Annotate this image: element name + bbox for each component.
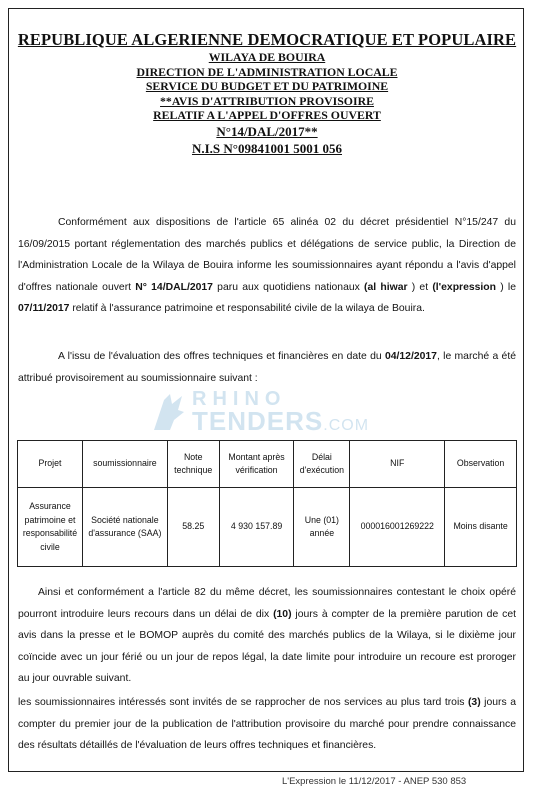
- paragraph-intro: [18, 212, 516, 320]
- paragraph-evaluation: [18, 346, 516, 389]
- watermark-suffix: .COM: [323, 417, 370, 434]
- avis-line: **AVIS D'ATTRIBUTION PROVISOIRE: [160, 93, 374, 108]
- header-note-technique: Note technique: [167, 441, 219, 488]
- bold-span: (al hiwar: [364, 281, 408, 293]
- bold-span: 04/12/2017: [384, 351, 437, 362]
- table-header-row: [18, 441, 517, 488]
- bold-span: (3): [467, 697, 481, 708]
- cell-projet: Assurance patrimoine et responsabilité civile: [18, 488, 83, 567]
- attribution-table: [17, 440, 517, 567]
- republic-title: REPUBLIQUE ALGERIENNE DEMOCRATIQUE ET POPULAIRE: [17, 30, 517, 49]
- cell-observation: Moins disante: [445, 488, 517, 567]
- text-span: paru aux quotidiens nationaux: [212, 281, 365, 293]
- table-row: [18, 488, 517, 567]
- service-line: SERVICE DU BUDGET ET DU PATRIMOINE: [145, 79, 389, 94]
- header-observation: Observation: [445, 441, 517, 488]
- direction-line: DIRECTION DE L'ADMINISTRATION LOCALE: [136, 64, 398, 79]
- cell-delai: Une (01) année: [294, 488, 350, 567]
- publication-footer: L'Expression le 11/12/2017 - ANEP 530 853: [282, 776, 467, 787]
- watermark-brand: TENDERS: [192, 406, 324, 436]
- text-span: ) le: [496, 281, 516, 293]
- reference-number: N°14/DAL/2017**: [216, 123, 318, 139]
- bold-span: 07/11/2017: [18, 303, 70, 315]
- appel-line: RELATIF A L'APPEL D'OFFRES OUVERT: [153, 108, 381, 123]
- bold-span: (l'expression: [432, 281, 496, 293]
- text-span: , le marché a été attribué provisoirement au soumissionnaire suivant :: [18, 351, 516, 384]
- text-span: Ainsi et conformément a l'article 82 du même décret, les soumissionnaires contestant le choix opéré pourront introduire leurs recours dans un délai de dix: [18, 587, 516, 620]
- rhino-logo-icon: [148, 390, 188, 434]
- header-projet: Projet: [18, 441, 83, 488]
- bold-span: N° 14/DAL/2017: [135, 281, 213, 293]
- text-span: A l'issu de l'évaluation des offres techniques et financières en date du: [58, 351, 385, 362]
- header-soumissionnaire: soumissionnaire: [82, 441, 167, 488]
- document-header: [0, 30, 534, 157]
- cell-nif: 000016001269222: [350, 488, 445, 567]
- paragraph-invitation: [18, 692, 516, 757]
- header-montant: Montant après vérification: [219, 441, 294, 488]
- paragraph-recours: [18, 582, 516, 690]
- cell-soumissionnaire: Société nationale d'assurance (SAA): [82, 488, 167, 567]
- watermark-line1: RHINO: [192, 388, 287, 410]
- nis-number: N.I.S N°09841001 5001 056: [191, 140, 342, 156]
- text-span: jours à compter de la première parution de cet avis dans la presse et le BOMOP auprès du comité des marchés publics de la Wilaya, si le dixième jour coïncide avec un jour férié ou un jour de repos légal, la date limite pour introduire un recoure est proroger au jour ouvrable suivant.: [18, 608, 516, 685]
- watermark-line2: [192, 406, 369, 437]
- text-span: relatif à l'assurance patrimoine et responsabilité civile de la wilaya de Bouira.: [69, 303, 425, 315]
- header-nif: NIF: [350, 441, 445, 488]
- header-delai: Délai d'exécution: [294, 441, 350, 488]
- bold-span: (10): [273, 608, 292, 620]
- wilaya-line: WILAYA DE BOUIRA: [208, 50, 326, 64]
- text-span: Conformément aux dispositions de l'article 65 alinéa 02 du décret présidentiel N°15/247 du 16/09/2015 portant réglementation des marchés publics et délégations de service public, la Direction de l'Administration Locale de la Wilaya de Bouira informe les soumissionnaires ayant répondu a l'avis d'appel d'offres nationale ouvert: [18, 217, 516, 293]
- text-span: jours a compter du premier jour de la publication de l'attribution provisoire du marché pour prendre connaissance des résultats détaillés de l'évaluation de leurs offres techniques et financières.: [18, 697, 516, 752]
- cell-note: 58.25: [167, 488, 219, 567]
- cell-montant: 4 930 157.89: [219, 488, 294, 567]
- text-span: ) et: [407, 281, 433, 293]
- text-span: les soumissionnaires intéressés sont invités de se rapprocher de nos services au plus tard trois: [18, 697, 468, 708]
- watermark: [148, 388, 388, 436]
